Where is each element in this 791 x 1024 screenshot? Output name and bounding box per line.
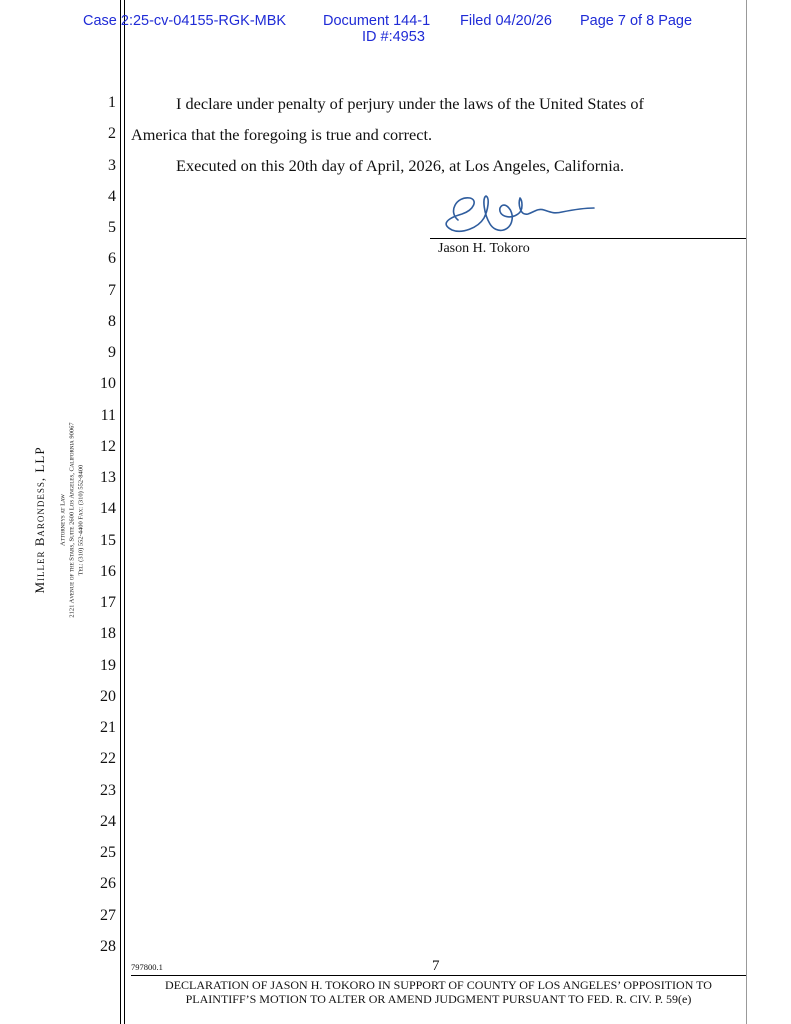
document-number: 797800.1 bbox=[131, 962, 163, 972]
line-number: 25 bbox=[100, 844, 116, 861]
line-number: 6 bbox=[108, 250, 116, 268]
line-number: 15 bbox=[100, 531, 116, 549]
header-filed-date: Filed 04/20/26 bbox=[460, 13, 552, 29]
line-number: 26 bbox=[100, 875, 116, 893]
page-number: 7 bbox=[432, 958, 440, 974]
firm-subtitle-3: Tel: (310) 552-4400 Fax: (310) 552-8400 bbox=[77, 464, 85, 576]
footer-rule bbox=[131, 975, 746, 976]
line-number: 5 bbox=[108, 219, 116, 236]
line-number: 22 bbox=[100, 750, 116, 768]
declaration-text-line-1: I declare under penalty of perjury under the laws of the United States of bbox=[176, 94, 644, 113]
declaration-text-line-2: America that the foregoing is true and correct. bbox=[131, 125, 433, 144]
header-page-count: Page 7 of 8 Page bbox=[580, 13, 693, 29]
left-margin-rule-inner bbox=[124, 0, 125, 1024]
header-case-number: Case 2:25-cv-04155-RGK-MBK bbox=[83, 13, 287, 29]
pleading-line-numbers bbox=[90, 93, 116, 968]
line-number: 18 bbox=[100, 625, 116, 643]
line-number: 4 bbox=[108, 187, 116, 205]
line-number: 11 bbox=[100, 406, 116, 424]
footer-document-title: DECLARATION OF JASON H. TOKORO IN SUPPORT OF COUNTY OF LOS ANGELES’ OPPOSITION TO PLAINTIFF’S MOTION TO ALTER OR AMEND JUDGMENT PURSUANT TO FED. R. CIV. P. 59(e) bbox=[165, 978, 712, 1006]
line-number: 24 bbox=[100, 812, 116, 830]
line-number: 8 bbox=[108, 312, 116, 330]
signer-name: Jason H. Tokoro bbox=[438, 241, 530, 256]
line-number: 13 bbox=[100, 469, 116, 486]
line-number: 7 bbox=[108, 281, 116, 299]
firm-sidebar bbox=[30, 390, 90, 650]
line-number: 10 bbox=[100, 375, 116, 393]
right-margin-rule bbox=[746, 0, 747, 1024]
line-number: 16 bbox=[100, 562, 116, 580]
line-number: 1 bbox=[108, 94, 116, 111]
line-number: 14 bbox=[100, 500, 116, 518]
line-number: 20 bbox=[100, 687, 116, 705]
header-document-number: Document 144-1 bbox=[323, 13, 431, 29]
firm-address bbox=[59, 422, 86, 617]
line-number: 19 bbox=[100, 656, 116, 674]
line-number: 3 bbox=[108, 156, 116, 174]
firm-subtitle-1: Attorneys at Law bbox=[59, 494, 67, 546]
firm-subtitle-2: 2121 Avenue of the Stars, Suite 2600 Los Angeles, California 90067 bbox=[68, 422, 76, 618]
firm-name: Miller Barondess, LLP bbox=[32, 446, 47, 594]
signature-line bbox=[430, 238, 746, 239]
line-number: 17 bbox=[100, 594, 116, 611]
line-number: 9 bbox=[108, 344, 116, 361]
left-margin-rule-outer bbox=[120, 0, 121, 1024]
handwritten-signature bbox=[438, 190, 598, 238]
line-number: 12 bbox=[100, 437, 116, 455]
line-number: 2 bbox=[108, 125, 116, 143]
header-page-id: ID #:4953 bbox=[362, 29, 425, 45]
line-number: 21 bbox=[100, 719, 116, 736]
line-number: 27 bbox=[100, 906, 116, 924]
line-number: 23 bbox=[100, 781, 116, 799]
line-number: 28 bbox=[100, 937, 116, 955]
execution-statement: Executed on this 20th day of April, 2026, at Los Angeles, California. bbox=[176, 156, 625, 175]
